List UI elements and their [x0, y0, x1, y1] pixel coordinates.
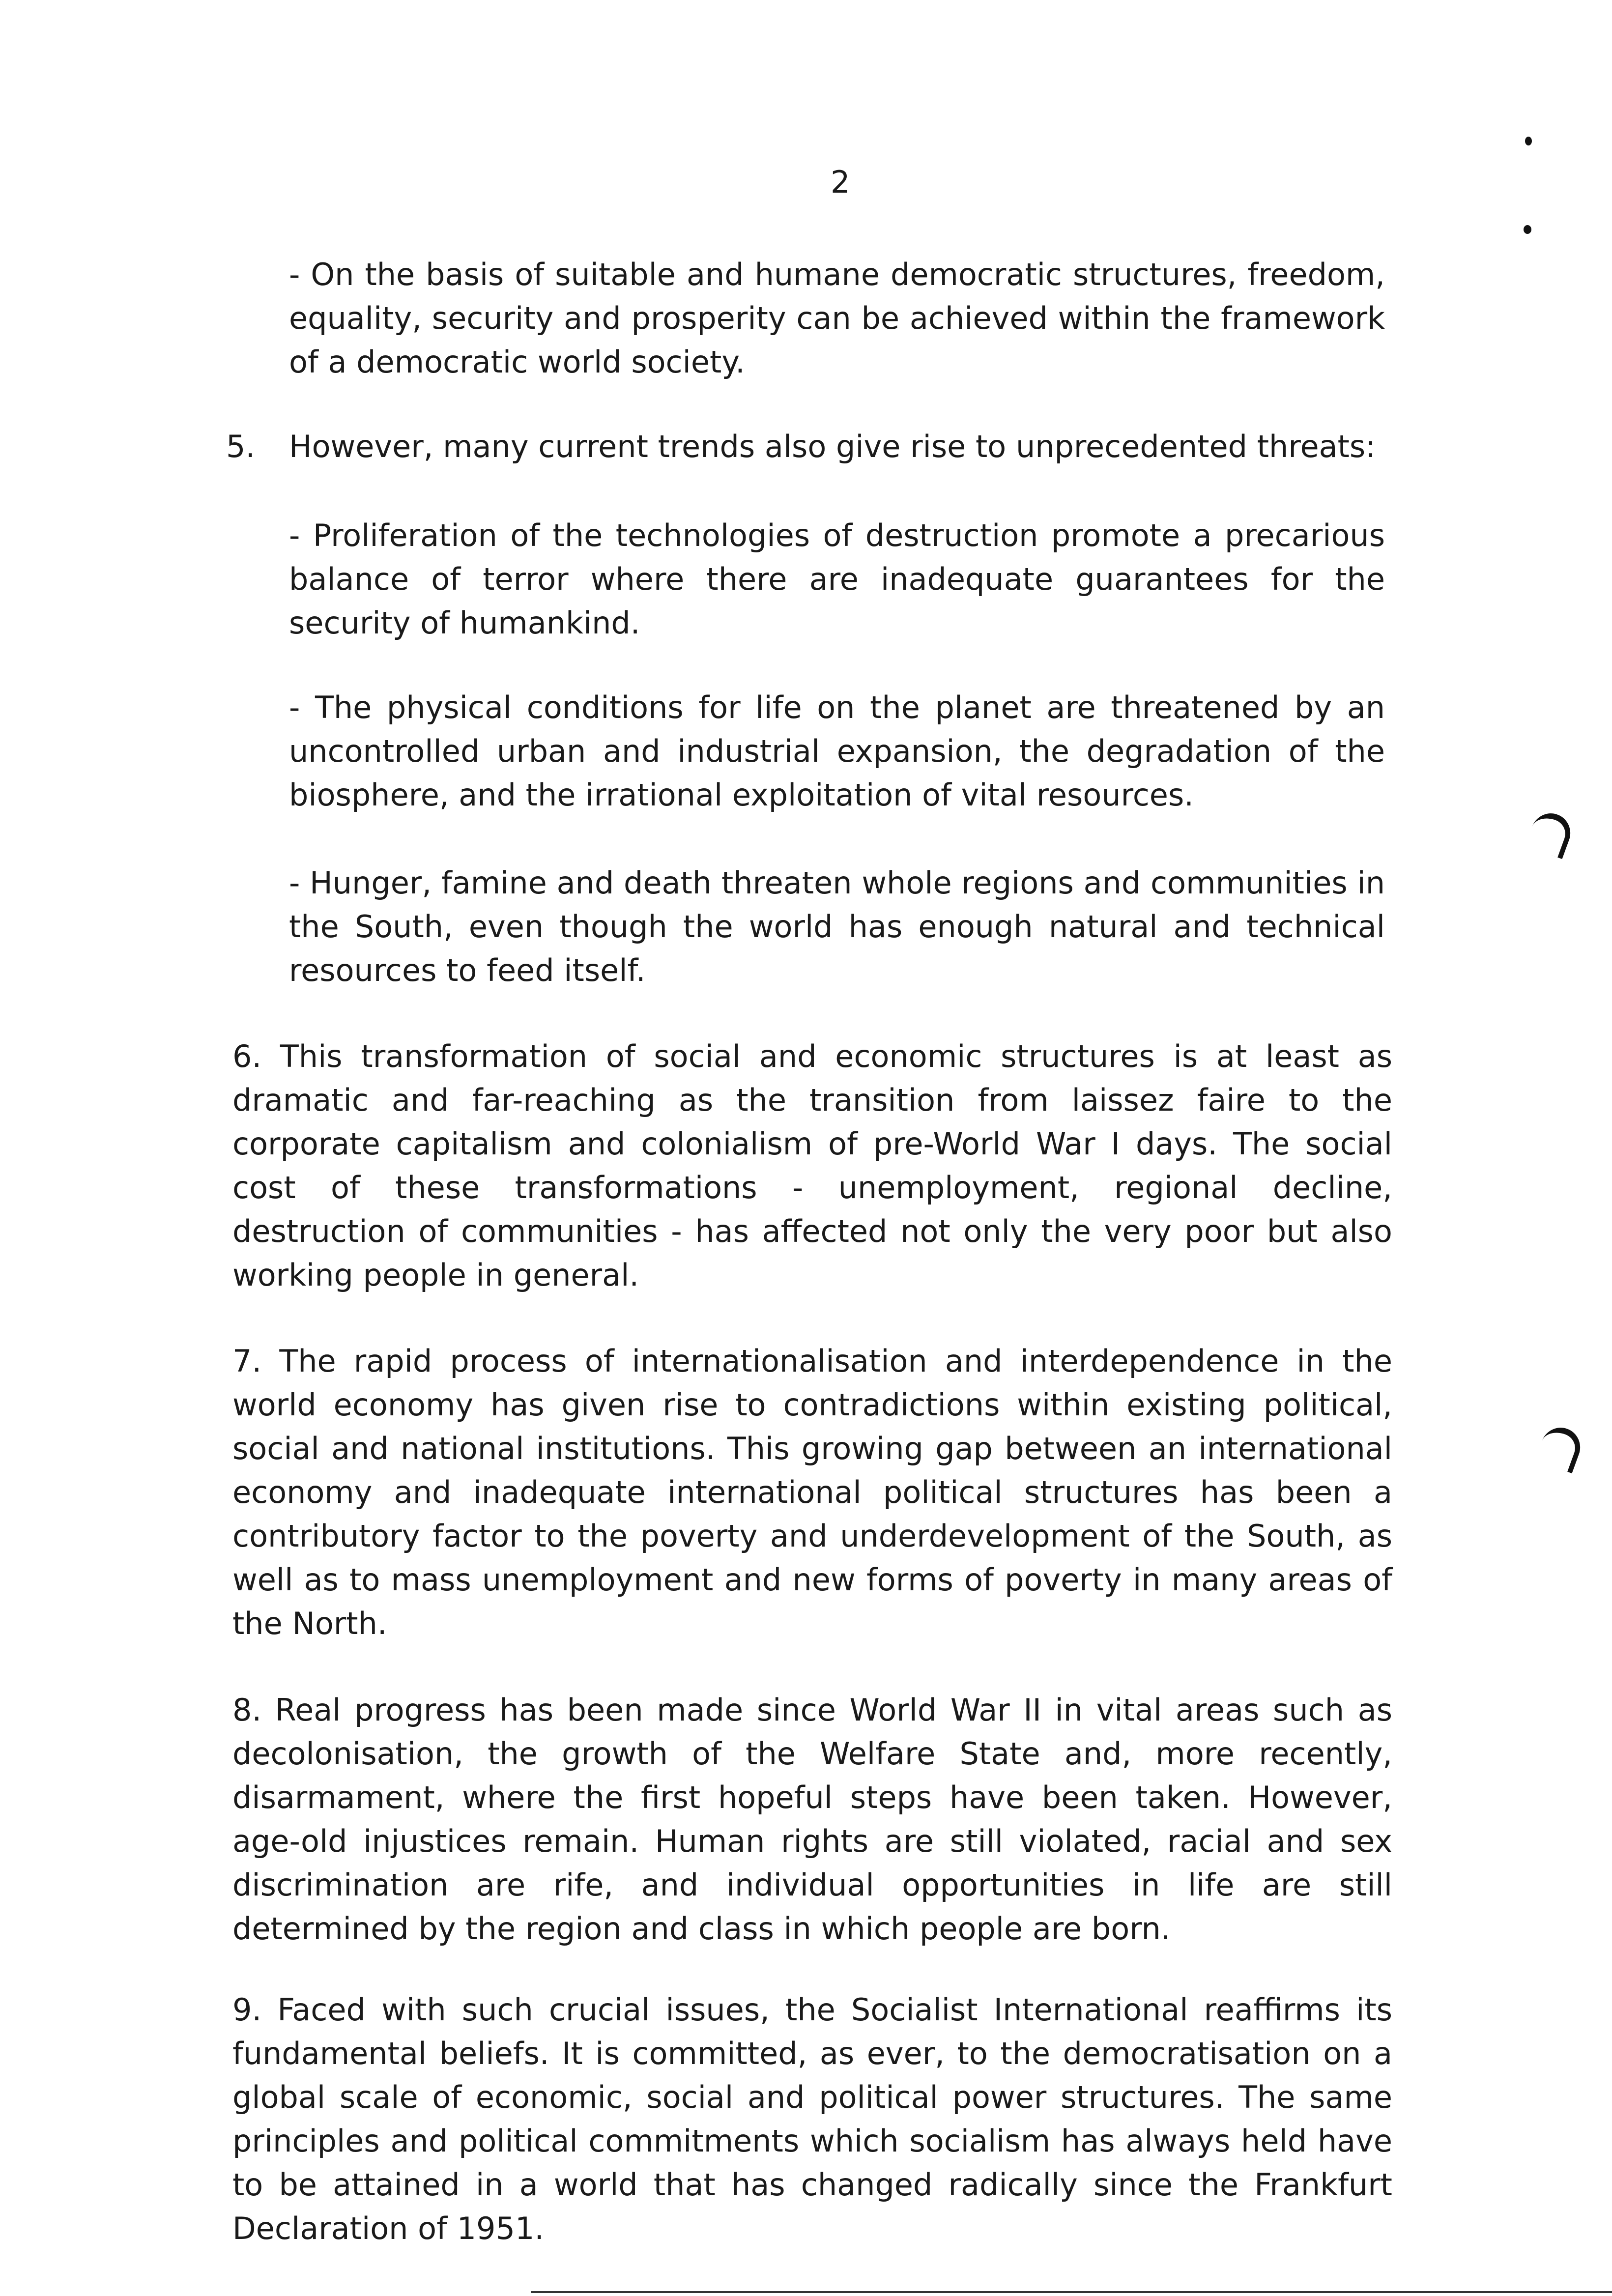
bottom-edge-rule	[531, 2291, 1612, 2293]
binder-hole-mark	[1525, 808, 1576, 859]
paragraph-5-intro: However, many current trends also give rise to unprecedented threats:	[289, 429, 1376, 464]
bullet-hunger-famine: - Hunger, famine and death threaten whole regions and communities in the South, even though the world has enough natural and technical resources to feed itself.	[289, 865, 1385, 988]
bullet-physical-conditions: - The physical conditions for life on the planet are threatened by an uncontrolled urban and industrial expansion, the degradation of the biosphere, and the irrational exploitation of vital resources.	[289, 689, 1385, 813]
binder-hole-mark	[1535, 1422, 1585, 1473]
bullet-democratic-society: - On the basis of suitable and humane democratic structures, freedom, equality, security and prosperity can be achieved within the framework of a democratic world society.	[289, 257, 1385, 380]
bullet-technologies-destruction: - Proliferation of the technologies of destruction promote a precarious balance of terror where there are inadequate guarantees for the security of humankind.	[289, 517, 1385, 641]
page-number: 2	[831, 164, 850, 200]
margin-dot-mark	[1524, 225, 1531, 234]
paragraph-7: 7. The rapid process of internationalisation and interdependence in the world economy has given rise to contradictions within existing political, social and national institutions. This growing gap between an international economy and inadequate international political structures has been a contributory factor to the poverty and underdevelopment of the South, as well as to mass unemployment and new forms of poverty in many areas of the North.	[232, 1343, 1392, 1641]
paragraph-8: 8. Real progress has been made since World War II in vital areas such as decolonisation, the growth of the Welfare State and, more recently, disarmament, where the first hopeful steps have been taken. However, age-old injustices remain. Human rights are still violated, racial and sex discrimination are rife, and individual opportunities in life are still determined by the region and class in which people are born.	[232, 1692, 1392, 1947]
paragraph-6: 6. This transformation of social and economic structures is at least as dramatic and far-reaching as the transition from laissez faire to the corporate capitalism and colonialism of pre-World War I days. The social cost of these transformations - unemployment, regional decline, destruction of communities - has affected not only the very poor but also working people in general.	[232, 1038, 1392, 1293]
paragraph-9: 9. Faced with such crucial issues, the Socialist International reaffirms its fundamental beliefs. It is committed, as ever, to the democratisation on a global scale of economic, social and political power structures. The same principles and political commitments which socialism has always held have to be attained in a world that has changed radically since the Frankfurt Declaration of 1951.	[232, 1992, 1392, 2246]
margin-dot-mark	[1525, 137, 1532, 145]
paragraph-5-number: 5.	[226, 429, 256, 464]
